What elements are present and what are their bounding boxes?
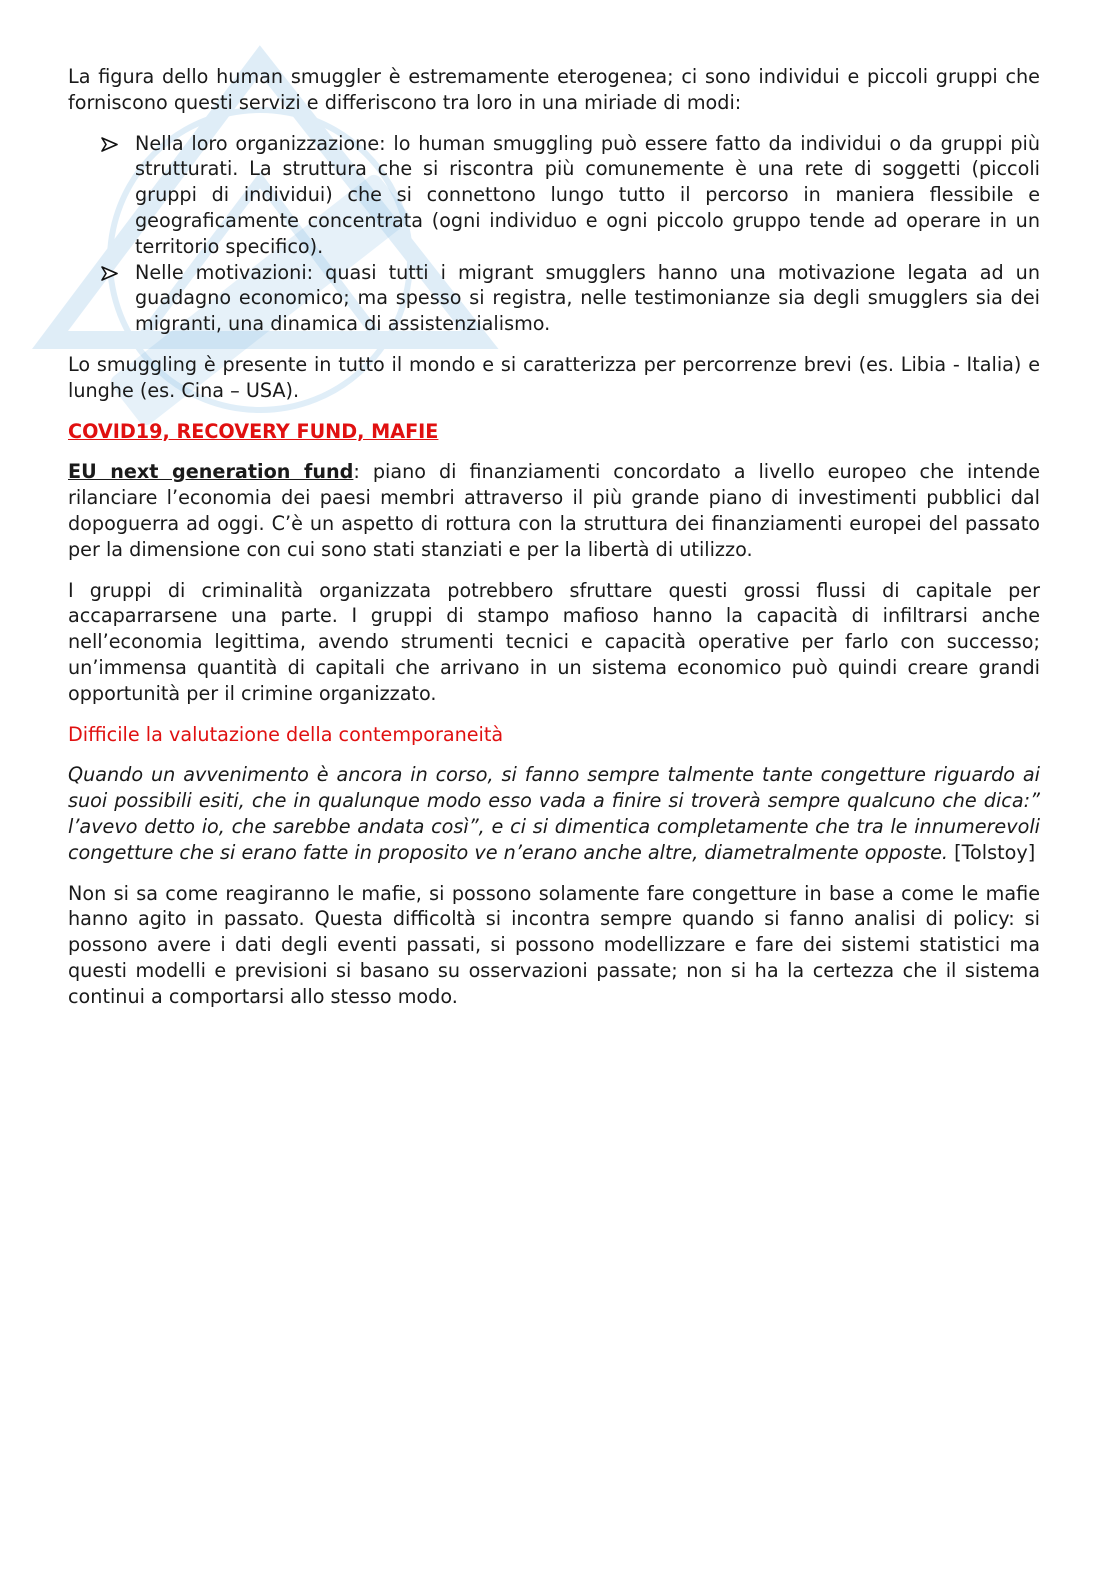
section-heading [68, 419, 1040, 445]
intro-paragraph: La figura dello human smuggler è estremamente eterogenea; ci sono individui e piccoli gruppi che forniscono questi servizi e differiscono tra loro in una miriade di modi: [68, 65, 1040, 114]
quote-text: Quando un avvenimento è ancora in corso, si fanno sempre talmente tante congetture riguardo ai suoi possibili esiti, che in qualunque modo esso vada a finire si troverà sempre qualcuno che dica:” l’avevo detto io, che sarebbe andata così”, e ci si dimentica completamente che tra le innumerevoli congetture che si erano fatte in proposito ve n’erano anche altre, diametralmente opposte. [68, 763, 1040, 864]
bullet-list [68, 131, 1040, 337]
quote-paragraph [68, 762, 1040, 865]
eu-fund-term: EU next generation fund [68, 460, 354, 484]
section-heading-text: COVID19, RECOVERY FUND, MAFIE [68, 419, 439, 443]
bullet-text: Nelle motivazioni: quasi tutti i migrant smugglers hanno una motivazione legata ad un guadagno economico; ma spesso si registra, nelle testimonianze sia degli smugglers sia dei migranti, una dinamica di assistenzialismo. [135, 260, 1040, 336]
eu-fund-paragraph [68, 459, 1040, 562]
arrow-bullet-icon [101, 266, 118, 281]
list-item [68, 131, 1040, 260]
list-item [68, 260, 1040, 337]
crime-groups-paragraph: I gruppi di criminalità organizzata potrebbero sfruttare questi grossi flussi di capitale per accaparrarsene una parte. I gruppi di stampo mafioso hanno la capacità di infiltrarsi anche nell’economia legittima, avendo strumenti tecnici e capacità operative per farlo con successo; un’immensa quantità di capitali che arrivano in un sistema economico può quindi creare grandi opportunità per il crimine organizzato. [68, 578, 1040, 705]
subheading-text: Difficile la valutazione della contemporaneità [68, 722, 504, 746]
smuggling-world-paragraph: Lo smuggling è presente in tutto il mondo e si caratterizza per percorrenze brevi (es. Libia - Italia) e lunghe (es. Cina – USA). [68, 352, 1040, 402]
bullet-text: Nella loro organizzazione: lo human smuggling può essere fatto da individui o da gruppi più strutturati. La struttura che si riscontra più comunemente è una rete di soggetti (piccoli gruppi di individui) che si connettono lungo tutto il percorso in maniera flessibile e geograficamente concentrata (ogni individuo e ogni piccolo gruppo tende ad operare in un territorio specifico). [135, 131, 1040, 258]
conclusion-paragraph: Non si sa come reagiranno le mafie, si possono solamente fare congetture in base a come le mafie hanno agito in passato. Questa difficoltà si incontra sempre quando si fanno analisi di policy: si possono avere i dati degli eventi passati, si possono modellizzare e fare dei sistemi statistici ma questi modelli e previsioni si basano su osservazioni passate; non si ha la certezza che il sistema continui a comportarsi allo stesso modo. [68, 881, 1040, 1008]
document-page [68, 64, 1040, 1025]
arrow-bullet-icon [101, 137, 118, 152]
subheading [68, 722, 1040, 748]
eu-fund-text: : piano di finanziamenti concordato a livello europeo che intende rilanciare l’economia dei paesi membri attraverso il più grande piano di investimenti pubblici dal dopoguerra ad oggi. C’è un aspetto di rottura con la struttura dei finanziamenti europei del passato per la dimensione con cui sono stati stanziati e per la libertà di utilizzo. [68, 460, 1040, 561]
quote-author: [Tolstoy] [948, 840, 1036, 864]
